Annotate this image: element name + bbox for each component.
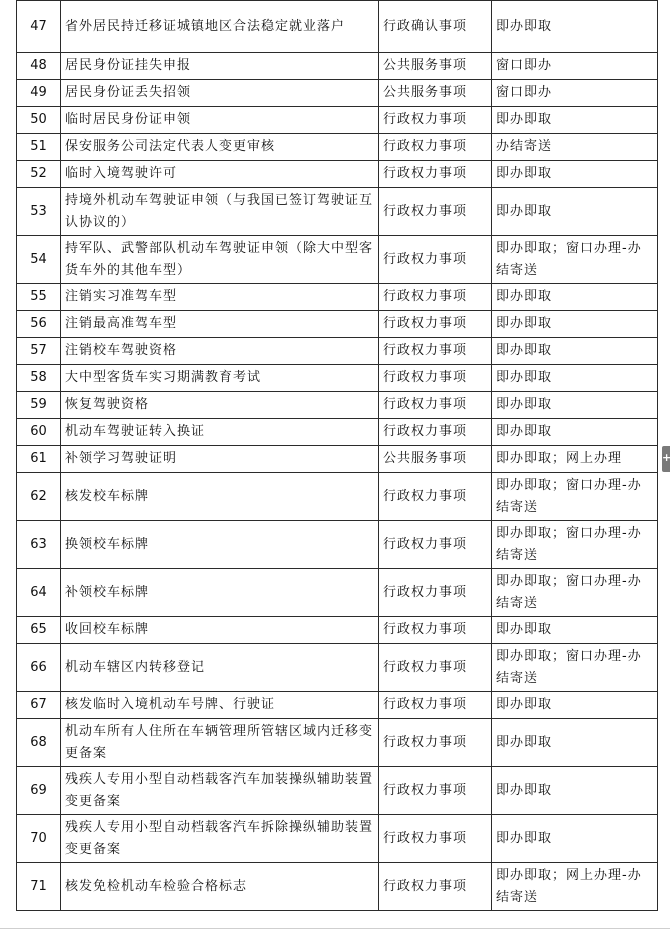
table-row	[17, 365, 658, 392]
item-category: 行政权力事项	[379, 569, 492, 617]
handling-mode: 即办即取；窗口办理-办结寄送	[492, 644, 658, 692]
row-number: 66	[17, 644, 61, 692]
handling-mode: 即办即取；窗口办理-办结寄送	[492, 569, 658, 617]
handling-mode: 即办即取	[492, 338, 658, 365]
item-category: 行政权力事项	[379, 365, 492, 392]
table-row	[17, 1, 658, 53]
item-name: 机动车驾驶证转入换证	[61, 419, 379, 446]
item-category: 公共服务事项	[379, 446, 492, 473]
table-row	[17, 863, 658, 911]
row-number: 51	[17, 134, 61, 161]
table-row	[17, 161, 658, 188]
handling-mode: 即办即取	[492, 719, 658, 767]
item-category: 行政权力事项	[379, 236, 492, 284]
item-name: 省外居民持迁移证城镇地区合法稳定就业落户	[61, 1, 379, 53]
row-number: 52	[17, 161, 61, 188]
handling-mode: 即办即取；窗口办理-办结寄送	[492, 236, 658, 284]
handling-mode: 即办即取	[492, 284, 658, 311]
item-name: 机动车辖区内转移登记	[61, 644, 379, 692]
table-row	[17, 53, 658, 80]
handling-mode: 窗口即办	[492, 80, 658, 107]
table-row	[17, 446, 658, 473]
table-row	[17, 617, 658, 644]
table-row	[17, 644, 658, 692]
item-category: 行政权力事项	[379, 134, 492, 161]
item-category: 行政权力事项	[379, 617, 492, 644]
handling-mode: 即办即取；窗口办理-办结寄送	[492, 521, 658, 569]
handling-mode: 即办即取	[492, 311, 658, 338]
row-number: 71	[17, 863, 61, 911]
item-name: 收回校车标牌	[61, 617, 379, 644]
item-name: 补领校车标牌	[61, 569, 379, 617]
item-category: 行政权力事项	[379, 338, 492, 365]
item-category: 行政权力事项	[379, 107, 492, 134]
row-number: 69	[17, 767, 61, 815]
handling-mode: 即办即取	[492, 107, 658, 134]
row-number: 62	[17, 473, 61, 521]
row-number: 65	[17, 617, 61, 644]
handling-mode: 办结寄送	[492, 134, 658, 161]
table-row	[17, 719, 658, 767]
item-category: 行政权力事项	[379, 161, 492, 188]
page-bottom-divider	[0, 928, 670, 929]
table-row	[17, 569, 658, 617]
row-number: 58	[17, 365, 61, 392]
row-number: 68	[17, 719, 61, 767]
side-expand-tab[interactable]	[662, 446, 670, 472]
row-number: 48	[17, 53, 61, 80]
handling-mode: 窗口即办	[492, 53, 658, 80]
item-name: 换领校车标牌	[61, 521, 379, 569]
item-name: 核发校车标牌	[61, 473, 379, 521]
table-row	[17, 80, 658, 107]
item-name: 恢复驾驶资格	[61, 392, 379, 419]
row-number: 56	[17, 311, 61, 338]
item-name: 持军队、武警部队机动车驾驶证申领（除大中型客货车外的其他车型）	[61, 236, 379, 284]
item-category: 行政权力事项	[379, 521, 492, 569]
row-number: 54	[17, 236, 61, 284]
item-category: 行政权力事项	[379, 419, 492, 446]
item-name: 残疾人专用小型自动档载客汽车拆除操纵辅助装置变更备案	[61, 815, 379, 863]
item-name: 注销实习准驾车型	[61, 284, 379, 311]
table-row	[17, 692, 658, 719]
item-name: 临时居民身份证申领	[61, 107, 379, 134]
row-number: 57	[17, 338, 61, 365]
row-number: 60	[17, 419, 61, 446]
table-row	[17, 311, 658, 338]
item-category: 行政权力事项	[379, 692, 492, 719]
handling-mode: 即办即取	[492, 419, 658, 446]
row-number: 61	[17, 446, 61, 473]
item-category: 行政权力事项	[379, 644, 492, 692]
row-number: 47	[17, 1, 61, 53]
item-name: 持境外机动车驾驶证申领（与我国已签订驾驶证互认协议的）	[61, 188, 379, 236]
item-name: 核发免检机动车检验合格标志	[61, 863, 379, 911]
row-number: 64	[17, 569, 61, 617]
item-category: 行政权力事项	[379, 311, 492, 338]
handling-mode: 即办即取	[492, 692, 658, 719]
item-name: 临时入境驾驶许可	[61, 161, 379, 188]
item-name: 补领学习驾驶证明	[61, 446, 379, 473]
item-category: 行政权力事项	[379, 473, 492, 521]
table-row	[17, 767, 658, 815]
plus-icon: +	[662, 451, 671, 464]
table-row	[17, 473, 658, 521]
service-items-table	[16, 0, 658, 911]
handling-mode: 即办即取	[492, 161, 658, 188]
item-name: 居民身份证丢失招领	[61, 80, 379, 107]
table-row	[17, 134, 658, 161]
table-row	[17, 338, 658, 365]
handling-mode: 即办即取	[492, 767, 658, 815]
table-row	[17, 107, 658, 134]
item-category: 行政权力事项	[379, 863, 492, 911]
item-name: 核发临时入境机动车号牌、行驶证	[61, 692, 379, 719]
item-category: 行政权力事项	[379, 392, 492, 419]
handling-mode: 即办即取；网上办理	[492, 446, 658, 473]
item-category: 行政权力事项	[379, 767, 492, 815]
item-name: 保安服务公司法定代表人变更审核	[61, 134, 379, 161]
item-category: 行政权力事项	[379, 719, 492, 767]
row-number: 55	[17, 284, 61, 311]
item-category: 行政权力事项	[379, 284, 492, 311]
handling-mode: 即办即取	[492, 392, 658, 419]
row-number: 50	[17, 107, 61, 134]
handling-mode: 即办即取	[492, 188, 658, 236]
row-number: 59	[17, 392, 61, 419]
item-category: 行政权力事项	[379, 188, 492, 236]
handling-mode: 即办即取；窗口办理-办结寄送	[492, 473, 658, 521]
table-row	[17, 521, 658, 569]
item-name: 机动车所有人住所在车辆管理所管辖区域内迁移变更备案	[61, 719, 379, 767]
item-category: 公共服务事项	[379, 53, 492, 80]
item-name: 居民身份证挂失申报	[61, 53, 379, 80]
table-row	[17, 419, 658, 446]
row-number: 63	[17, 521, 61, 569]
row-number: 70	[17, 815, 61, 863]
item-name: 注销校车驾驶资格	[61, 338, 379, 365]
handling-mode: 即办即取；网上办理-办结寄送	[492, 863, 658, 911]
item-name: 注销最高准驾车型	[61, 311, 379, 338]
item-name: 大中型客货车实习期满教育考试	[61, 365, 379, 392]
table-row	[17, 815, 658, 863]
handling-mode: 即办即取	[492, 617, 658, 644]
table-row	[17, 392, 658, 419]
item-name: 残疾人专用小型自动档载客汽车加装操纵辅助装置变更备案	[61, 767, 379, 815]
table-row	[17, 188, 658, 236]
row-number: 67	[17, 692, 61, 719]
table-row	[17, 236, 658, 284]
row-number: 53	[17, 188, 61, 236]
handling-mode: 即办即取	[492, 365, 658, 392]
handling-mode: 即办即取	[492, 815, 658, 863]
item-category: 公共服务事项	[379, 80, 492, 107]
table-row	[17, 284, 658, 311]
handling-mode: 即办即取	[492, 1, 658, 53]
item-category: 行政确认事项	[379, 1, 492, 53]
row-number: 49	[17, 80, 61, 107]
item-category: 行政权力事项	[379, 815, 492, 863]
